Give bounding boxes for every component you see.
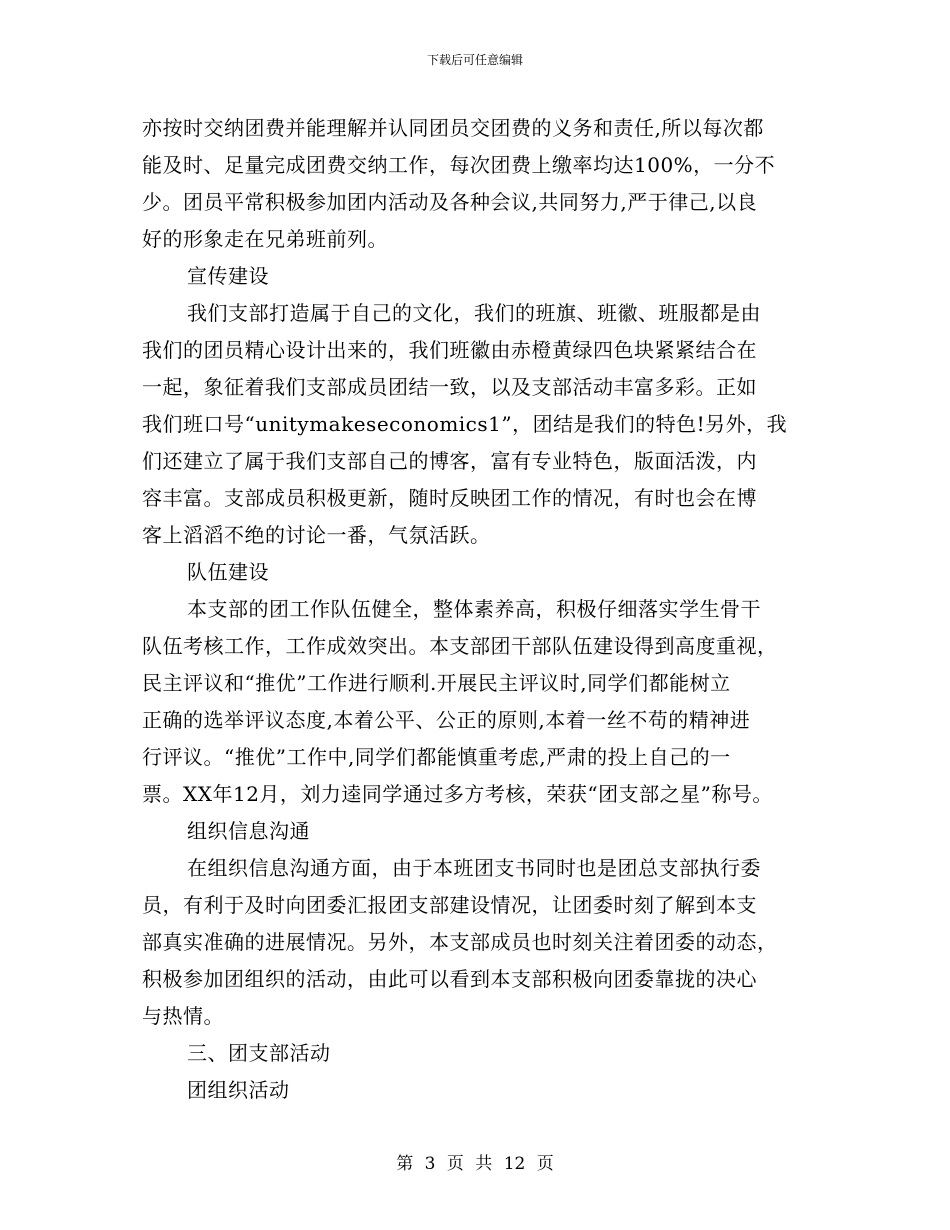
section-heading: 队伍建设 <box>187 560 269 584</box>
paragraph-line: 队伍考核工作，工作成效突出。本支部团干部队伍建设得到高度重视， <box>142 634 778 658</box>
paragraph-line: 本支部的团工作队伍健全，整体素养高，积极仔细落实学生骨干 <box>187 597 761 621</box>
paragraph-line: 票。XX年12月，刘力逵同学通过多方考核，荣获“团支部之星”称号。 <box>142 782 773 806</box>
section-heading: 宣传建设 <box>187 264 269 288</box>
document-body <box>142 110 822 1109</box>
section-heading: 团组织活动 <box>187 1078 290 1102</box>
paragraph-line: 积极参加团组织的活动，由此可以看到本支部积极向团委靠拢的决心 <box>142 967 757 991</box>
paragraph-line: 们还建立了属于我们支部自己的博客，富有专业特色，版面活泼，内 <box>142 449 757 473</box>
paragraph-line: 员，有利于及时向团委汇报团支部建设情况，让团委时刻了解到本支 <box>142 893 757 917</box>
paragraph-line: 好的形象走在兄弟班前列。 <box>142 227 388 251</box>
page-header: 下载后可任意编辑 <box>426 53 523 67</box>
paragraph-line: 行评议。“推优”工作中,同学们都能慎重考虑,严肃的投上自己的一 <box>142 745 731 769</box>
paragraph-line: 与热情。 <box>142 1004 224 1028</box>
paragraph-line: 在组织信息沟通方面，由于本班团支书同时也是团总支部执行委 <box>187 856 761 880</box>
paragraph-line: 部真实准确的进展情况。另外，本支部成员也时刻关注着团委的动态， <box>142 930 778 954</box>
paragraph-line: 一起，象征着我们支部成员团结一致，以及支部活动丰富多彩。正如 <box>142 375 757 399</box>
paragraph-line: 正确的选举评议态度,本着公平、公正的原则,本着一丝不苟的精神进 <box>142 708 751 732</box>
paragraph-line: 亦按时交纳团费并能理解并认同团员交团费的义务和责任,所以每次都 <box>142 116 764 140</box>
paragraph-line: 客上滔滔不绝的讨论一番，气氛活跃。 <box>142 523 491 547</box>
page-footer: 第 3 页 共 12 页 <box>396 1154 554 1174</box>
paragraph-line: 容丰富。支部成员积极更新，随时反映团工作的情况，有时也会在博 <box>142 486 757 510</box>
paragraph-line: 我们的团员精心设计出来的，我们班徽由赤橙黄绿四色块紧紧结合在 <box>142 338 757 362</box>
paragraph-line: 我们班口号“unitymakeseconomics1”，团结是我们的特色!另外，我 <box>142 412 788 436</box>
section-heading: 三、团支部活动 <box>187 1041 331 1065</box>
paragraph-line: 能及时、足量完成团费交纳工作，每次团费上缴率均达100%，一分不 <box>142 153 776 177</box>
section-heading: 组织信息沟通 <box>187 819 310 843</box>
paragraph-line: 少。团员平常积极参加团内活动及各种会议,共同努力,严于律己,以良 <box>142 190 758 214</box>
paragraph-line: 民主评议和“推优”工作进行顺利.开展民主评议时,同学们都能树立 <box>142 671 731 695</box>
paragraph-line: 我们支部打造属于自己的文化，我们的班旗、班徽、班服都是由 <box>187 301 761 325</box>
